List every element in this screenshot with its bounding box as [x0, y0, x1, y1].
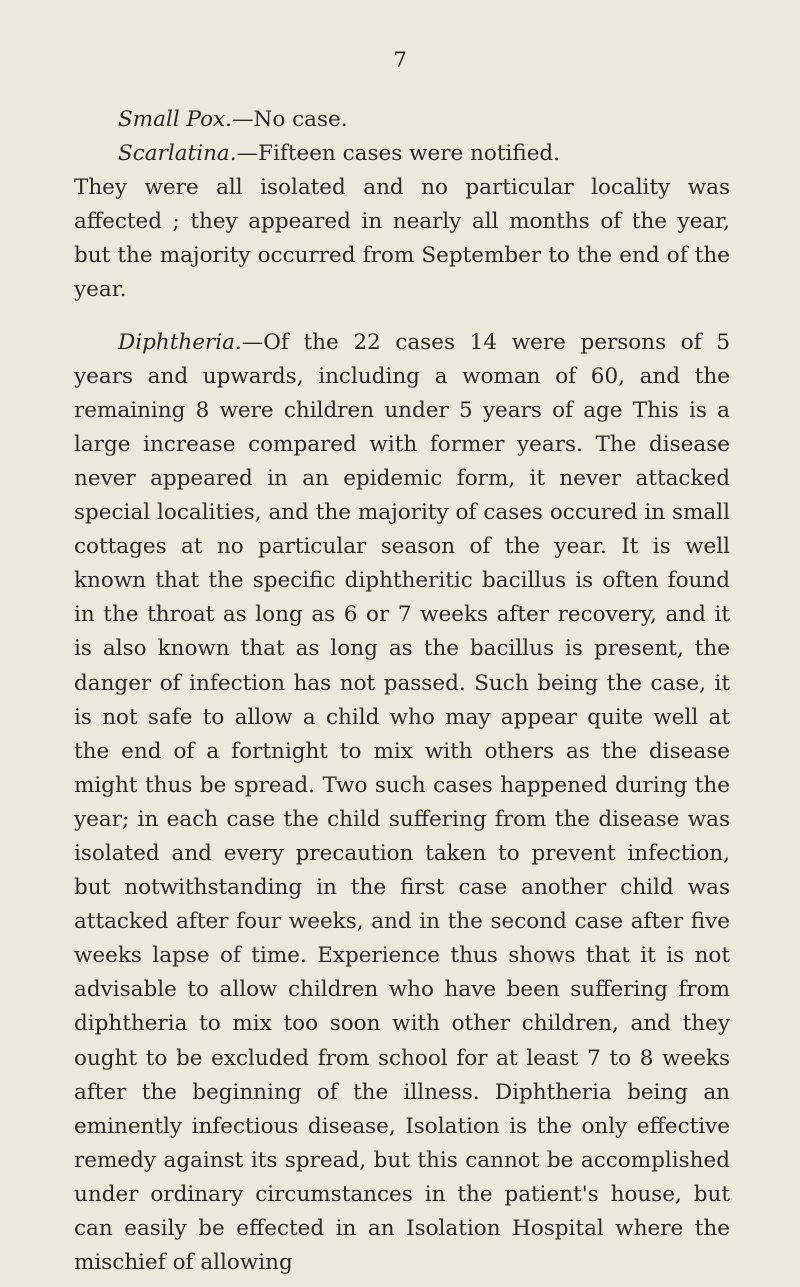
diphtheria-text: —Of the 22 cases 14 were persons of 5 years and upwards, including a woman of 60, and the remaining 8 were children under 5 years of age This is a large increase compared with former years. The disease never appeared in an epidemic form, it never attacked special localities, and the majority of cases occured in small cottages at no particular season of the year. It is well known that the specific diphtheritic bacillus is often found in the throat as long as 6 or 7 weeks after recovery, and it is also known that as long as the bacillus is present, the danger of infection has not passed. Such being the case, it is not safe to allow a child who may appear quite well at the end of a fortnight to mix with others as the disease might thus be spread. Two such cases happened during the year; in each case the child suffering from the disease was isolated and every precaution taken to prevent infection, but notwithstanding in the first case another child was attacked after four weeks, and in the second case after five weeks lapse of time. Experience thus shows that it is not advisable to allow children who have been suffering from diphtheria to mix too soon with other children, and they ought to be excluded from school for at least 7 to 8 weeks after the beginning of the illness. Diphtheria being an eminently infectious disease, Isolation is the only effective remedy against its spread, but this cannot be accomplished under ordinary circumstances in the patient's house, but can easily be effected in an Isolation Hospital where the mischief of allowing	[74, 329, 730, 1276]
small-pox-paragraph	[74, 103, 730, 137]
page-number: 7	[393, 48, 407, 72]
small-pox-heading: Small Pox.	[118, 107, 233, 132]
small-pox-text: —No case.	[232, 107, 348, 132]
scarlatina-paragraph	[74, 137, 730, 171]
report-body	[74, 103, 730, 1280]
scarlatina-text: —Fifteen cases were notified.	[236, 141, 561, 167]
scarlatina-heading: Scarlatina.	[118, 141, 237, 167]
diphtheria-heading: Diphtheria.	[118, 329, 242, 355]
scarlatina-continuation: They were all isolated and no particular locality was affected ; they appeared in nearly all months of the year, but the majority occurred from September to the end of the year.	[74, 175, 730, 303]
diphtheria-paragraph	[74, 326, 730, 1281]
